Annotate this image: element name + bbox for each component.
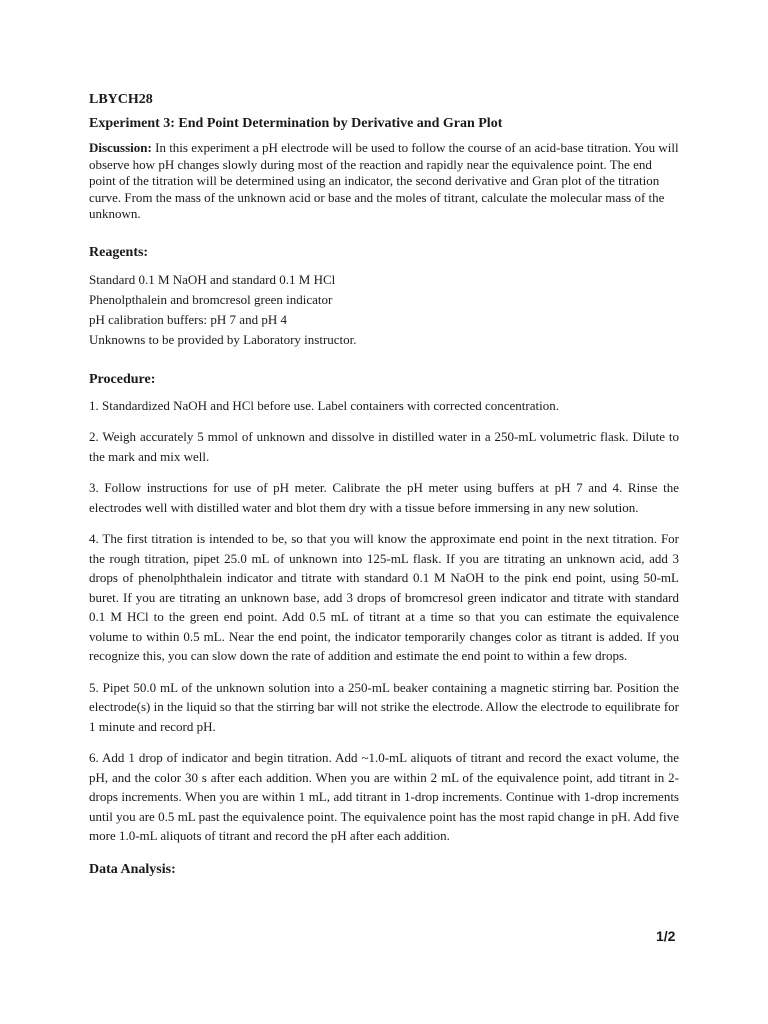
- reagent-item: Phenolpthalein and bromcresol green indicator: [89, 291, 333, 307]
- reagent-item: Standard 0.1 M NaOH and standard 0.1 M HCl: [89, 271, 336, 287]
- procedure-step-5: 5. Pipet 50.0 mL of the unknown solution into a 250-mL beaker containing a magnetic stirring bar. Position the electrode(s) in the liquid so that the stirring bar will not strike the electrode. Allow the electrode to equilibrate for 1 minute and record pH.: [89, 679, 679, 734]
- document-page: [89, 92, 679, 878]
- procedure-step-2: 2. Weigh accurately 5 mmol of unknown and dissolve in distilled water in a 250-mL volumetric flask. Dilute to the mark and mix well.: [89, 429, 679, 464]
- page-number: 1/2: [656, 928, 676, 944]
- discussion-text: In this experiment a pH electrode will be used to follow the course of an acid-base titration. You will observe how pH changes slowly during most of the reaction and rapidly near the equivalence point. The end point of the titration will be determined using an indicator, the second derivative and Gran plot of the titration curve. From the mass of the unknown acid or base and the moles of titrant, calculate the molecular mass of the unknown.: [89, 140, 679, 221]
- data-analysis-heading: Data Analysis:: [89, 861, 176, 877]
- reagent-item: Unknowns to be provided by Laboratory instructor.: [89, 331, 357, 347]
- discussion-label: Discussion:: [89, 140, 152, 155]
- procedure-step-1: 1. Standardized NaOH and HCl before use. Label containers with corrected concentration.: [89, 397, 559, 413]
- experiment-title: Experiment 3: End Point Determination by Derivative and Gran Plot: [89, 116, 503, 131]
- reagent-item: pH calibration buffers: pH 7 and pH 4: [89, 311, 287, 327]
- procedure-heading: Procedure:: [89, 371, 156, 387]
- procedure-step-6: 6. Add 1 drop of indicator and begin titration. Add ~1.0-mL aliquots of titrant and record the exact volume, the pH, and the color 30 s after each addition. When you are within 2 mL of the equivalence point, add titrant in 2-drops increments. When you are within 1 mL, add titrant in 1-drop increments. Continue with 1-drop increments until you are 0.5 mL past the equivalence point. The equivalence point has the most rapid change in pH. Add five more 1.0-mL aliquots of titrant and record the pH after each addition.: [89, 750, 679, 843]
- procedure-step-4: 4. The first titration is intended to be, so that you will know the approximate end point in the next titration. For the rough titration, pipet 25.0 mL of unknown into 125-mL flask. If you are titrating an unknown acid, add 3 drops of phenolphthalein indicator and titrate with standard 0.1 M NaOH to the pink end point, using 50-mL buret. If you are titrating an unknown base, add 3 drops of bromcresol green indicator and titrate with standard 0.1 M HCl to the green end point. Add 0.5 mL of titrant at a time so that you can estimate the equivalence volume to within 0.5 mL. Near the end point, the indicator temporarily changes color as titrant is added. If you recognize this, you can slow down the rate of addition and estimate the end point to within a few drops.: [89, 531, 679, 663]
- procedure-step-3: 3. Follow instructions for use of pH meter. Calibrate the pH meter using buffers at pH 7 and 4. Rinse the electrodes well with distilled water and blot them dry with a tissue before immersing in any new solution.: [89, 480, 679, 515]
- discussion-paragraph: [89, 140, 679, 223]
- reagents-heading: Reagents:: [89, 244, 149, 260]
- course-code: LBYCH28: [89, 92, 153, 107]
